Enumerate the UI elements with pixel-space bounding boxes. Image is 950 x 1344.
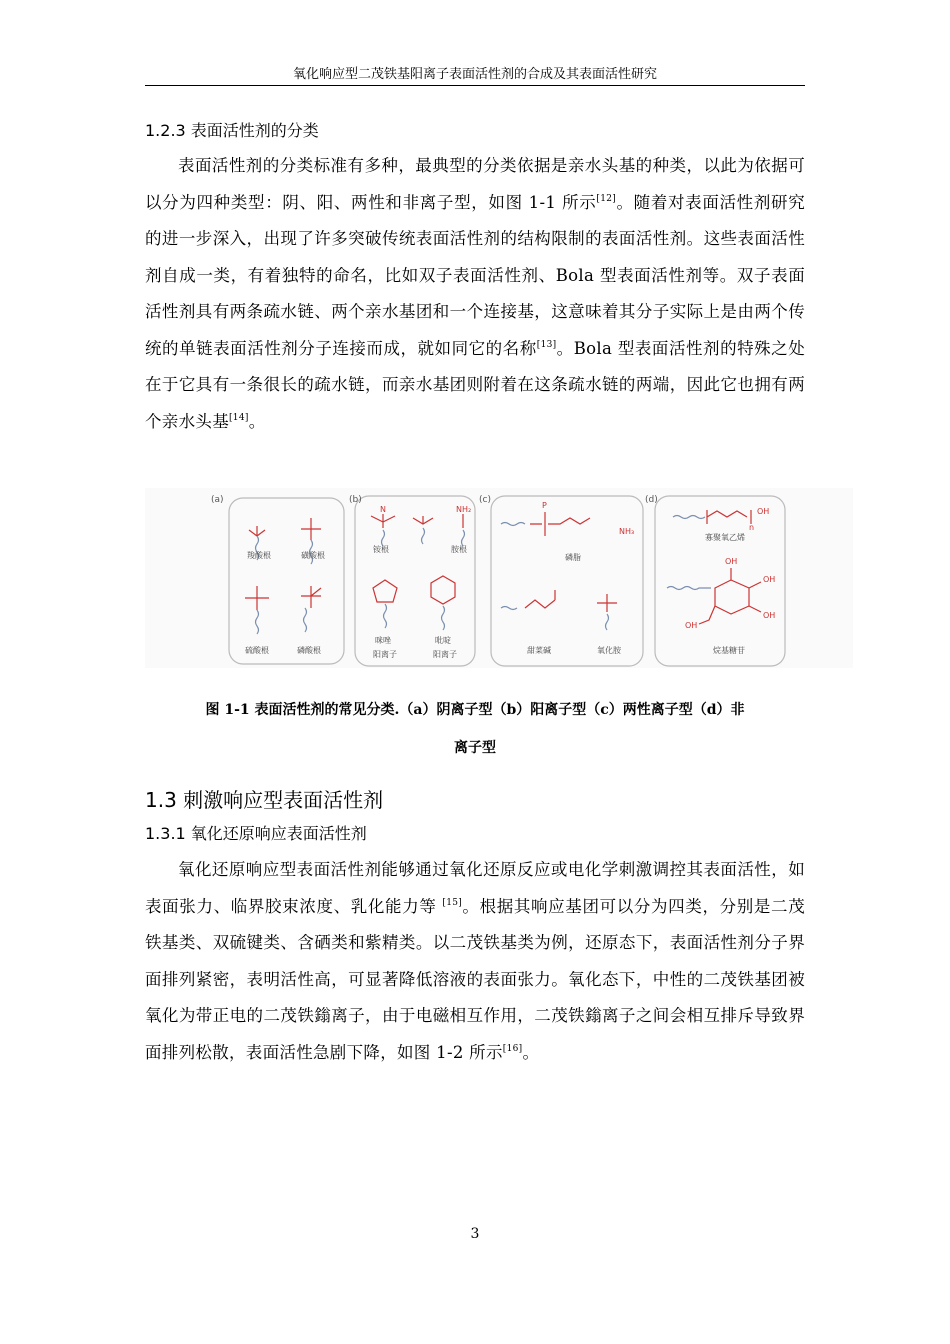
running-header: 氧化响应型二茂铁基阳离子表面活性剂的合成及其表面活性研究 [292, 67, 657, 82]
phosphate-head-icon [301, 586, 321, 608]
panel-d-label: (d) [645, 495, 658, 505]
pyridine-ring-icon [431, 576, 455, 604]
carboxylate-head-icon [249, 526, 265, 536]
figure-1-1 [145, 488, 853, 668]
betaine-tail-icon [501, 607, 517, 610]
amine-oxide-head-icon [597, 594, 617, 612]
citation-13: [13] [536, 339, 557, 350]
citation-16: [16] [502, 1043, 523, 1054]
phospholipid-tail-icon [501, 523, 525, 526]
chem-sub-n: n [749, 523, 755, 532]
para1-text-3: 。Bola 型表面活性剂的特殊之处在于它具有一条很长的疏水链，而亲水基团则附着在这条疏水链的两端，因此它也拥有两个亲水头基 [145, 338, 805, 431]
paragraph-redox [145, 852, 805, 1071]
glycoside-tail-icon [667, 587, 711, 590]
panel-a-label: (a) [211, 495, 224, 505]
ammonium-tail-2-icon [422, 528, 425, 544]
label-betaine: 甜菜碱 [527, 646, 551, 655]
sulfonate-head-icon [301, 518, 321, 540]
label-sulfonate: 磺酸根 [301, 551, 325, 560]
section-1-2-3-heading: 1.2.3 表面活性剂的分类 [145, 121, 319, 140]
para1-text-2: 。随着对表面活性剂研究的进一步深入，出现了许多突破传统表面活性剂的结构限制的表面活性剂。这些表面活性剂自成一类，有着独特的命名，比如双子表面活性剂、Bola 型表面活性剂等。双子表面活性剂具有两条疏水链、两个亲水基团和一个连接基，这意味着其分子实际上是由两个传统的单链表面活性剂分子连接而成，就如同它的名称 [145, 192, 805, 358]
page-number: 3 [470, 1226, 480, 1242]
label-amine: 胺根 [451, 545, 467, 554]
figure-caption-line-2: 离子型 [454, 740, 496, 756]
chem-oh-2: OH [763, 575, 776, 584]
label-phospholipid: 磷脂 [565, 553, 581, 562]
betaine-head-icon [525, 590, 555, 608]
imidazole-tail-icon [384, 604, 387, 628]
label-glycoside: 烷基糖苷 [713, 646, 745, 655]
label-phosphate: 磷酸根 [297, 646, 321, 655]
para2-text-2: 。根据其响应基团可以分为四类，分别是二茂铁基类、双硫键类、含硒类和紫精类。以二茂铁基类为例，还原态下，表面活性剂分子界面排列紧密，表明活性高，可显著降低溶液的表面张力。氧化态下，中性的二茂铁基团被氧化为带正电的二茂铁鎓离子，由于电磁相互作用，二茂铁鎓离子之间会相互排斥导致界面排列松散，表面活性急剧下降，如图 1-2 所示 [145, 896, 806, 1062]
para2-text-3: 。 [522, 1042, 540, 1062]
panel-b-box [355, 496, 475, 666]
peg-tail-icon [673, 516, 705, 519]
label-sulfate: 硫酸根 [245, 646, 269, 655]
panel-a-box [229, 498, 344, 664]
chem-nh2: NH₂ [456, 505, 472, 514]
label-imidazole-1: 咪唑 [375, 636, 391, 645]
para2-text-1: 氧化还原响应型表面活性剂能够通过氧化还原反应或电化学刺激调控其表面活性，如表面张力、临界胶束浓度、乳化能力等 [145, 860, 805, 916]
chem-oh-peg: OH [757, 507, 770, 516]
peg-head-icon [707, 510, 751, 524]
section-1-3-1-heading: 1.3.1 氧化还原响应表面活性剂 [145, 824, 367, 843]
amine-oxide-tail-icon [606, 614, 609, 630]
figure-caption-line-1: 图 1-1 表面活性剂的常见分类.（a）阴离子型（b）阳离子型（c）两性离子型（d）非 [205, 702, 745, 718]
sulfate-head-icon [245, 586, 269, 610]
ammonium-head-icon [371, 514, 395, 528]
label-peg: 寡聚氧乙烯 [705, 533, 745, 542]
glycoside-ring-icon [715, 580, 749, 614]
chem-oh-3: OH [763, 611, 776, 620]
chem-oh-1: OH [725, 557, 738, 566]
citation-12: [12] [596, 193, 617, 204]
para1-text-1: 表面活性剂的分类标准有多种，最典型的分类依据是亲水头基的种类，以此为依据可以分为四种类型：阴、阳、两性和非离子型，如图 1-1 所示 [145, 156, 805, 212]
paragraph-classification [145, 148, 805, 440]
header-rule [145, 85, 805, 86]
panel-c-label: (c) [479, 495, 491, 505]
label-pyridine-2: 阳离子 [433, 650, 457, 659]
pyridine-tail-icon [442, 606, 445, 630]
chem-p: P [542, 501, 547, 510]
glycoside-bonds-icon [699, 568, 761, 624]
sulfate-tail-icon [256, 610, 259, 634]
section-1-3-heading: 1.3 刺激响应型表面活性剂 [145, 788, 384, 812]
label-imidazole-2: 阳离子 [373, 650, 397, 659]
chem-oh-4: OH [685, 621, 698, 630]
amine-tail-icon [462, 530, 465, 546]
label-amine-oxide: 氧化胺 [597, 646, 621, 655]
citation-14: [14] [229, 412, 249, 423]
citation-15: [15] [442, 897, 463, 908]
surfactant-classification-figure [145, 488, 853, 668]
chem-n-ammonium: N [380, 505, 386, 514]
ammonium-tail-icon [382, 530, 385, 546]
chem-nh3: NH₃ [619, 527, 635, 536]
panel-c-box [491, 496, 643, 666]
ammonium-head-2-icon [413, 516, 433, 524]
panel-b-label: (b) [349, 495, 362, 505]
label-ammonium: 铵根 [373, 545, 389, 554]
para1-text-4: 。 [248, 411, 266, 431]
phospholipid-head-icon [530, 512, 590, 536]
phosphate-tail-icon [304, 608, 307, 632]
label-carboxylate: 羧酸根 [247, 551, 271, 560]
label-pyridine-1: 吡啶 [435, 636, 451, 645]
imidazole-ring-icon [373, 580, 397, 602]
